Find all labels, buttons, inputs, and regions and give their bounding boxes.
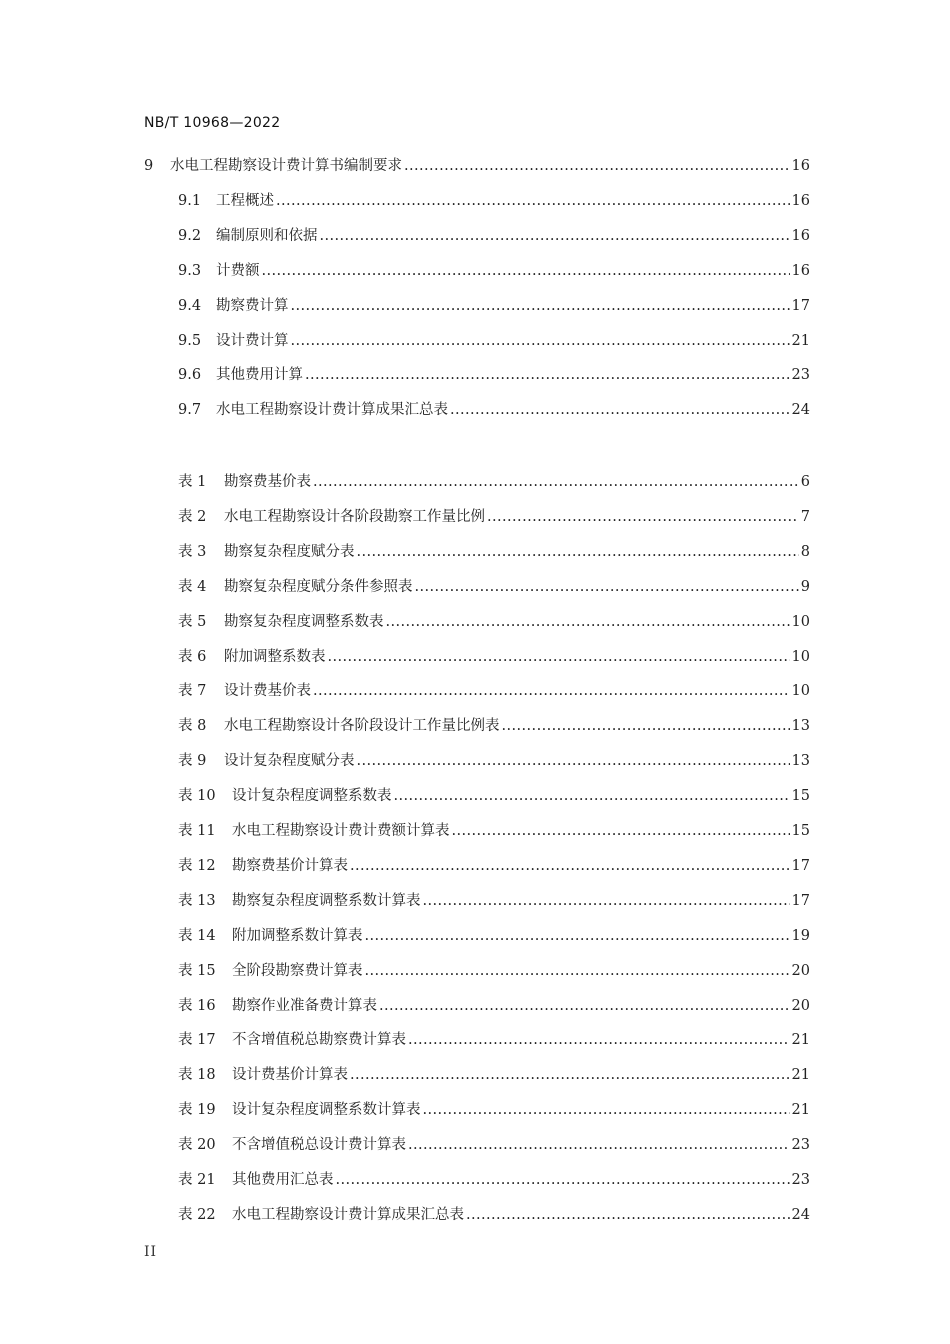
toc-entry-number: 表 15 [178,962,216,979]
toc-entry-title: 设计复杂程度赋分表 [224,753,355,770]
toc-entry-title: 勘察复杂程度调整系数计算表 [232,892,421,909]
toc-leader-dots [291,295,790,317]
toc-table-entry[interactable] [178,471,810,493]
toc-entry-page: 10 [791,648,810,665]
toc-entry-page: 24 [791,1206,810,1223]
toc-leader-dots [313,471,799,493]
toc-entry-number: 表 13 [178,892,216,909]
toc-entry-title: 其他费用计算 [216,367,303,384]
toc-entry-title: 水电工程勘察设计各阶段设计工作量比例表 [224,718,500,735]
toc-entry-title: 水电工程勘察设计费计算成果汇总表 [232,1206,464,1223]
toc-entry-title: 设计费基价计算表 [232,1067,348,1084]
toc-entry-number: 9.5 [178,332,202,349]
toc-entry-title: 水电工程勘察设计费计算成果汇总表 [216,402,448,419]
toc-leader-dots [404,155,790,177]
toc-entry-number: 表 1 [178,474,207,490]
toc-entry-title: 全阶段勘察费计算表 [232,962,363,979]
toc-entry-page: 16 [791,227,810,244]
toc-leader-dots [365,925,790,947]
toc-entry-title: 设计费基价表 [224,683,311,700]
toc-table-entry[interactable] [178,1099,810,1121]
toc-entry-number: 9.6 [178,367,202,384]
toc-table-entry[interactable] [178,820,810,842]
toc-leader-dots [365,960,790,982]
toc-table-entry[interactable] [178,1029,810,1051]
toc-entry-number: 表 5 [178,613,207,630]
toc-entry-number: 9.2 [178,227,202,244]
toc-leader-dots [357,541,799,563]
toc-section-entry[interactable] [178,190,810,212]
toc-leader-dots [328,646,790,668]
toc-entry-page: 15 [791,788,810,805]
toc-leader-dots [386,611,790,633]
toc-table-entry[interactable] [178,995,810,1017]
toc-entry-page: 16 [791,158,810,174]
toc-leader-dots [336,1169,790,1191]
toc-table-entry[interactable] [178,611,810,633]
toc-entry-page: 10 [791,683,810,700]
toc-entry-number: 表 10 [178,788,216,805]
toc-entry-page: 20 [791,962,810,979]
toc-entry-page: 16 [791,262,810,279]
toc-entry-title: 计费额 [216,262,260,279]
toc-entry-page: 19 [791,927,810,944]
toc-entry-page: 20 [791,997,810,1014]
toc-entry-page: 10 [791,613,810,630]
toc-leader-dots [350,855,790,877]
toc-leader-dots [291,330,790,352]
toc-entry-title: 水电工程勘察设计费计费额计算表 [232,823,450,839]
toc-entry-number: 表 12 [178,857,216,874]
toc-entry-title: 水电工程勘察设计费计算书编制要求 [170,158,402,174]
toc-leader-dots [408,1134,790,1156]
toc-leader-dots [415,576,799,598]
toc-entry-title: 设计复杂程度调整系数计算表 [232,1102,421,1119]
toc-entry-title: 设计费计算 [216,332,289,349]
toc-entry-number: 表 9 [178,753,207,770]
toc-leader-dots [466,1204,790,1226]
toc-leader-dots [262,260,790,282]
toc-section-entry[interactable] [178,225,810,247]
toc-entry-page: 23 [791,1172,810,1188]
toc-entry-page: 21 [791,1067,810,1084]
toc-table-entry[interactable] [178,715,810,737]
toc-entry-page: 13 [791,753,810,770]
toc-entry-title: 勘察复杂程度赋分表 [224,543,355,560]
toc-table-entry[interactable] [178,785,810,807]
page-number: II [144,1244,158,1260]
toc-entry-number: 表 17 [178,1032,216,1049]
toc-table-entry[interactable] [178,646,810,668]
toc-section-entry[interactable] [178,295,810,317]
toc-leader-dots [305,364,790,386]
toc-leader-dots [379,995,790,1017]
toc-leader-dots [408,1029,790,1051]
toc-table-entry[interactable] [178,1134,810,1156]
toc-entry-number: 表 21 [178,1172,216,1188]
toc-entry-page: 21 [791,332,810,349]
toc-entry-page: 24 [791,402,810,419]
toc-leader-dots [313,680,790,702]
toc-entry-page: 9 [800,578,810,595]
toc-entry-number: 9.3 [178,262,202,279]
toc-leader-dots [450,399,790,421]
toc-leader-dots [357,750,790,772]
toc-entry-title: 编制原则和依据 [216,227,318,244]
toc-leader-dots [423,1099,790,1121]
toc-entry-page: 23 [791,1137,810,1154]
toc-entry-number: 表 14 [178,927,216,944]
toc-entry-number: 9.4 [178,297,202,314]
toc-entry-title: 工程概述 [216,192,274,209]
toc-entry-title: 不含增值税总勘察费计算表 [232,1032,406,1049]
toc-entry-title: 设计复杂程度调整系数表 [232,788,392,805]
toc-entry-number: 9 [144,158,154,174]
document-code: NB/T 10968—2022 [144,115,281,131]
toc-table-entry[interactable] [178,750,810,772]
toc-table-entry[interactable] [178,576,810,598]
toc-entry-title: 附加调整系数计算表 [232,927,363,944]
toc-entry-page: 23 [791,367,810,384]
toc-entry-page: 13 [791,718,810,735]
toc-entry-title: 勘察费计算 [216,297,289,314]
toc-entry-number: 表 20 [178,1137,216,1154]
toc-table-entry[interactable] [178,1169,810,1191]
toc-table-entry[interactable] [178,680,810,702]
toc-section-entry[interactable] [178,330,810,352]
toc-entry-page: 17 [791,892,810,909]
toc-entry-number: 表 22 [178,1206,216,1223]
toc-entry-title: 附加调整系数表 [224,648,326,665]
toc-entry-page: 21 [791,1032,810,1049]
toc-entry-number: 表 19 [178,1102,216,1119]
toc-entry-number: 9.1 [178,192,202,209]
toc-entry-title: 勘察费基价表 [224,474,311,490]
toc-leader-dots [487,506,799,528]
toc-entry-title: 水电工程勘察设计各阶段勘察工作量比例 [224,508,485,525]
toc-entry-page: 21 [791,1102,810,1119]
toc-section-entry[interactable] [178,260,810,282]
toc-leader-dots [502,715,790,737]
toc-table-entry[interactable] [178,541,810,563]
toc-leader-dots [320,225,790,247]
toc-entry-number: 表 6 [178,648,207,665]
toc-entry-page: 8 [800,543,810,560]
toc-entry-number: 表 2 [178,508,207,525]
toc-table-entry[interactable] [178,855,810,877]
toc-entry-number: 表 18 [178,1067,216,1084]
toc-table-entry[interactable] [178,1204,810,1226]
toc-entry-number: 表 3 [178,543,207,560]
toc-entry-title: 勘察复杂程度赋分条件参照表 [224,578,413,595]
toc-entry-page: 16 [791,192,810,209]
toc-section-entry[interactable] [178,399,810,421]
toc-entry-number: 表 16 [178,997,216,1014]
toc-entry-page: 7 [800,508,810,525]
toc-entry-page: 15 [791,823,810,839]
toc-entry-number: 表 11 [178,823,216,839]
toc-table-entry[interactable] [178,506,810,528]
toc-leader-dots [394,785,790,807]
toc-entry-number: 表 7 [178,683,207,700]
toc-table-entry[interactable] [178,925,810,947]
toc-entry-number: 9.7 [178,402,202,419]
toc-entry-page: 6 [800,474,810,490]
toc-entry-title: 勘察作业准备费计算表 [232,997,377,1014]
toc-leader-dots [350,1064,790,1086]
toc-entry-number: 表 8 [178,718,207,735]
toc-chapter-entry[interactable] [144,155,810,177]
toc-table-entry[interactable] [178,1064,810,1086]
toc-entry-page: 17 [791,297,810,314]
toc-entry-page: 17 [791,857,810,874]
toc-leader-dots [423,890,790,912]
toc-leader-dots [276,190,790,212]
toc-entry-title: 不含增值税总设计费计算表 [232,1137,406,1154]
toc-entry-title: 其他费用汇总表 [232,1172,334,1188]
toc-table-entry[interactable] [178,890,810,912]
toc-section-entry[interactable] [178,364,810,386]
toc-leader-dots [452,820,790,842]
toc-entry-title: 勘察复杂程度调整系数表 [224,613,384,630]
toc-entry-number: 表 4 [178,578,207,595]
toc-table-entry[interactable] [178,960,810,982]
toc-entry-title: 勘察费基价计算表 [232,857,348,874]
